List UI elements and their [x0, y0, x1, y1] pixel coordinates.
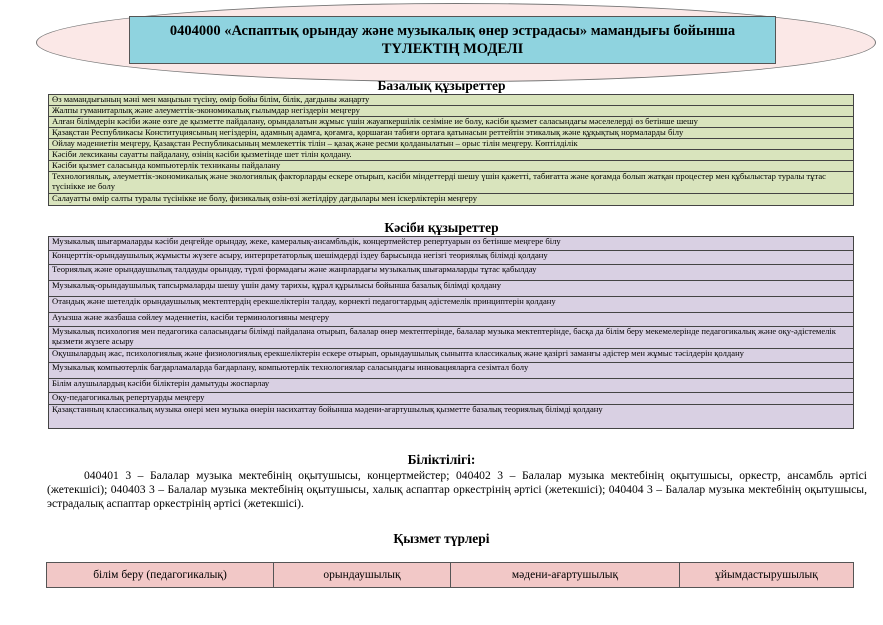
list-item: Қазақстан Республикасы Конституциясының негіздерін, адамның адамға, қоғамға, қоршаған табиғи ортаға қатынасын реттейтін этикалық және құқықтық нормаларды білу [49, 128, 853, 139]
list-item: Ойлау мәдениетін меңгеру, Қазақстан Республикасының мемлекеттік тілін – қазақ және ресми қолданылатын – орыс тілін меңгеру. Көптілділік [49, 139, 853, 150]
service-cell: білім беру (педагогикалық) [47, 563, 274, 587]
list-item: Музыкалық психология мен педагогика саласындағы білімді пайдалана отырып, балалар өнер мектептерінде, балалар музыка мектептерінде, басқа да білім беру мекемелерінде педагогикалық және оқу-әдістемелік қызмети жүзеге асыру [49, 327, 853, 349]
list-item: Жалпы гуманитарлық және әлеуметтік-экономикалық ғылымдар негіздерін меңгеру [49, 106, 853, 117]
title-line-1: 0404000 «Аспаптық орындау және музыкалық өнер эстрадасы» мамандығы бойынша [169, 23, 736, 39]
basic-competencies-list [48, 94, 854, 206]
service-cell: ұйымдастырушылық [715, 569, 818, 581]
list-item: Технологиялық, әлеуметтік-экономикалық және экологиялық факторларды ескере отырып, кәсіби міндеттерді шешу үшін қажетті, табиғатта және қоғамда болып жатқан процестер мен құбылыстар туралы тұтас түсінікке ие болу [49, 172, 853, 194]
service-cell: орындаушылық [274, 563, 451, 587]
list-item: Теориялық және орындаушылық талдауды орындау, түрлі формадағы және жанрлардағы музыкалық шығармаларды тұтас қабылдау [49, 265, 853, 281]
list-item: Алған білімдерін кәсіби және өзге де қызметте пайдалану, орындалатын жұмыс үшін жауапкершілік сезіміне ие болу, кәсіби қызмет саласындағы мәселелерді өз бетінше шешу [49, 117, 853, 128]
professional-competencies-heading: Кәсіби құзыреттер [384, 220, 499, 235]
list-item: Кәсіби лексиканы сауатты пайдалану, өзінің кәсіби қызметінде шет тілін қолдану. [49, 150, 853, 161]
document-title [129, 16, 776, 64]
professional-competencies-list [48, 236, 854, 429]
list-item: Оқушылардың жас, психологиялық және физиологиялық ерекшеліктерін ескере отырып, орындаушылық сыныпта классикалық және қазіргі заманғы әдістер мен жұмыс тәсілдерін қолдану [49, 349, 853, 363]
list-item: Оқу-педагогикалық репертуарды меңгеру [49, 393, 853, 405]
service-cell: мәдени-ағартушылық [451, 563, 680, 587]
qualification-heading: Біліктілігі: [407, 452, 476, 467]
list-item: Музыкалық шығармаларды кәсіби деңгейде орындау, жеке, камералық-ансамбльдік, концертмейстер репертуарын өз бетінше меңгере білу [49, 237, 853, 251]
list-item: Өз мамандығының мәні мен маңызын түсіну, өмір бойы білім, білік, дағдыны жаңарту [49, 95, 853, 106]
list-item: Білім алушылардың кәсіби біліктерін дамытуды жоспарлау [49, 379, 853, 393]
list-item: Ауызша және жазбаша сөйлеу мәдениетін, кәсіби терминологияны меңгеру [49, 313, 853, 327]
basic-competencies-heading: Базалық құзыреттер [377, 78, 506, 93]
list-item: Кәсіби қызмет саласында компьютерлік техниканы пайдалану [49, 161, 853, 172]
list-item: Қазақстанның классикалық музыка өнері мен музыка өнерін насихаттау бойынша мәдени-ағартушылық қызметте базалық теориялық білімді қолдану [52, 405, 603, 414]
list-item: Отандық және шетелдік орындаушылық мектептердің ерекшеліктерін талдау, көрнекті педагогтардың әдістемелік принциптерін қолдану [49, 297, 853, 313]
title-line-2: ТҮЛЕКТІҢ МОДЕЛІ [381, 41, 524, 57]
list-item: Концерттік-орындаушылық жұмысты жүзеге асыру, интерпретаторлық шешімдерді іздеу барысында негізгі теориялық білімді қолдану [49, 251, 853, 265]
list-item: Музыкалық компьютерлік бағдарламаларда бағдарлану, компьютерлік технологиялар саласындағы инновацияларға сезімтал болу [49, 363, 853, 379]
services-heading: Қызмет түрлері [393, 531, 490, 546]
list-item: Салауатты өмір салты туралы түсінікке ие болу, физикалық өзін-өзі жетілдіру дағдылары мен іскерліктерін меңгеру [52, 194, 478, 203]
services-table [46, 562, 854, 588]
list-item: Музыкалық-орындаушылық тапсырмаларды шешу үшін даму тарихы, құрал құрылысы бойынша базалық білімді қолдану [49, 281, 853, 297]
qualification-text: 040401 3 – Балалар музыка мектебінің оқытушысы, концертмейстер; 040402 3 – Балалар музыка мектебінің оқытушысы, оркестр, ансамбль әртісі (жетекшісі); 040403 3 – Балалар музыка мектебінің оқытушысы, халық аспаптар оркестрінің әртісі (жетекшісі); 040404 3 – Балалар музыка мектебінің оқытушысы, эстрадалық аспаптар оркестрінің әртісі (жетекшісі). [47, 469, 867, 511]
